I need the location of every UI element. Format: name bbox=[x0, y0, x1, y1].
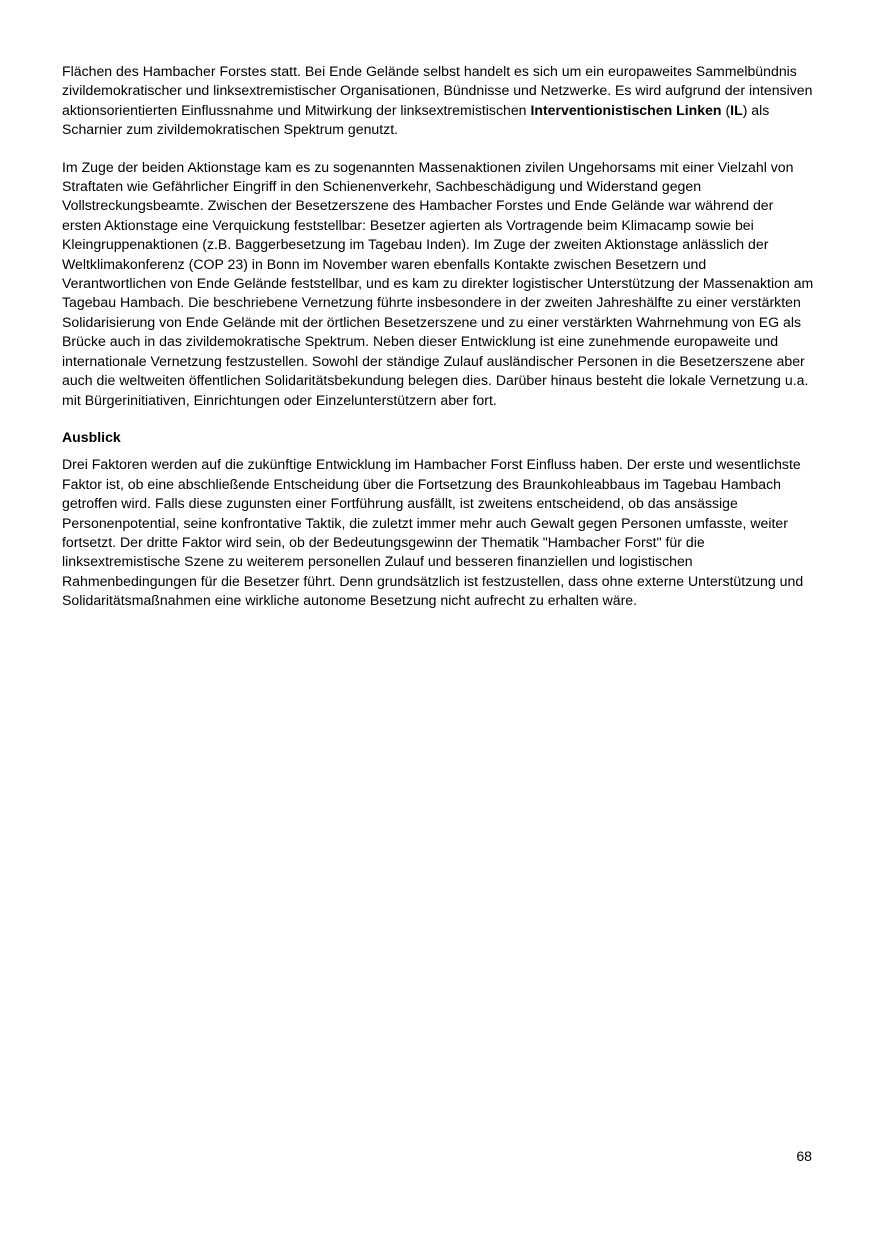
bold-term-interventionistische-linke: Interventionistischen Linken bbox=[530, 101, 722, 118]
document-page bbox=[62, 62, 814, 611]
paragraph-1-text-after: ) als Scharnier zum zivildemokratischen Spektrum genutzt. bbox=[62, 101, 770, 138]
paragraph-1 bbox=[62, 62, 814, 140]
paragraph-3: Drei Faktoren werden auf die zukünftige Entwicklung im Hambacher Forst Einfluss haben. Der erste und wesentlichste Faktor ist, ob eine abschließende Entscheidung über die Fortsetzung des Braunkohleabbaus im Tagebau Hambach getroffen wird. Falls diese zugunsten einer Fortführung ausfällt, ist zweitens entscheidend, ob das ansässige Personenpotential, seine konfrontative Taktik, die zuletzt immer mehr auch Gewalt gegen Personen umfasste, weiter fortsetzt. Der dritte Faktor wird sein, ob der Bedeutungsgewinn der Thematik "Hambacher Forst" für die linksextremistische Szene zu weiterem personellen Zulauf und besseren finanziellen und logistischen Rahmenbedingungen für die Besetzer führt. Denn grundsätzlich ist festzustellen, dass ohne externe Unterstützung und Solidaritätsmaßnahmen eine wirkliche autonome Besetzung nicht aufrecht zu erhalten wäre. bbox=[62, 456, 804, 609]
page-number: 68 bbox=[796, 1148, 812, 1164]
paragraph-2: Im Zuge der beiden Aktionstage kam es zu sogenannten Massenaktionen zivilen Ungehorsams mit einer Vielzahl von Straftaten wie Gefährlicher Eingriff in den Schienenverkehr, Sachbeschädigung und Widerstand gegen Vollstreckungsbeamte. Zwischen der Besetzerszene des Hambacher Forstes und Ende Gelände war während der ersten Aktionstage eine Verquickung feststellbar: Besetzer agierten als Vortragende beim Klimacamp sowie bei Kleingruppenaktionen (z.B. Baggerbesetzung im Tagebau Inden). Im Zuge der zweiten Aktionstage anlässlich der Weltklimakonferenz (COP 23) in Bonn im November waren ebenfalls Kontakte zwischen Besetzern und Verantwortlichen von Ende Gelände feststellbar, und es kam zu direkter logistischer Unterstützung der Massenaktion am Tagebau Hambach. Die beschriebene Vernetzung führte insbesondere in der zweiten Jahreshälfte zu einer verstärkten Solidarisierung von Ende Gelände mit der örtlichen Besetzerszene und zu einer verstärkten Wahrnehmung von EG als Brücke auch in das zivildemokratische Spektrum. Neben dieser Entwicklung ist eine zunehmende europaweite und internationale Vernetzung festzustellen. Sowohl der ständige Zulauf ausländischer Personen in die Besetzerszene aber auch die weltweiten öffentlichen Solidaritätsbekundung belegen dies. Darüber hinaus besteht die lokale Vernetzung u.a. mit Bürgerinitiativen, Einrichtungen oder Einzelunterstützern aber fort. bbox=[62, 158, 814, 408]
paragraph-1-text-before: Flächen des Hambacher Forstes statt. Bei Ende Gelände selbst handelt es sich um ein europaweites Sammelbündnis zivildemokratischer und linksextremistischer Organisationen, Bündnisse und Netzwerke. Es wird aufgrund der intensiven aktionsorientierten Einflussnahme und Mitwirkung der linksextremistischen bbox=[62, 63, 813, 118]
bold-abbreviation-il: IL bbox=[730, 101, 743, 118]
section-heading-ausblick: Ausblick bbox=[62, 428, 121, 445]
paragraph-1-text-mid: ( bbox=[721, 101, 731, 118]
